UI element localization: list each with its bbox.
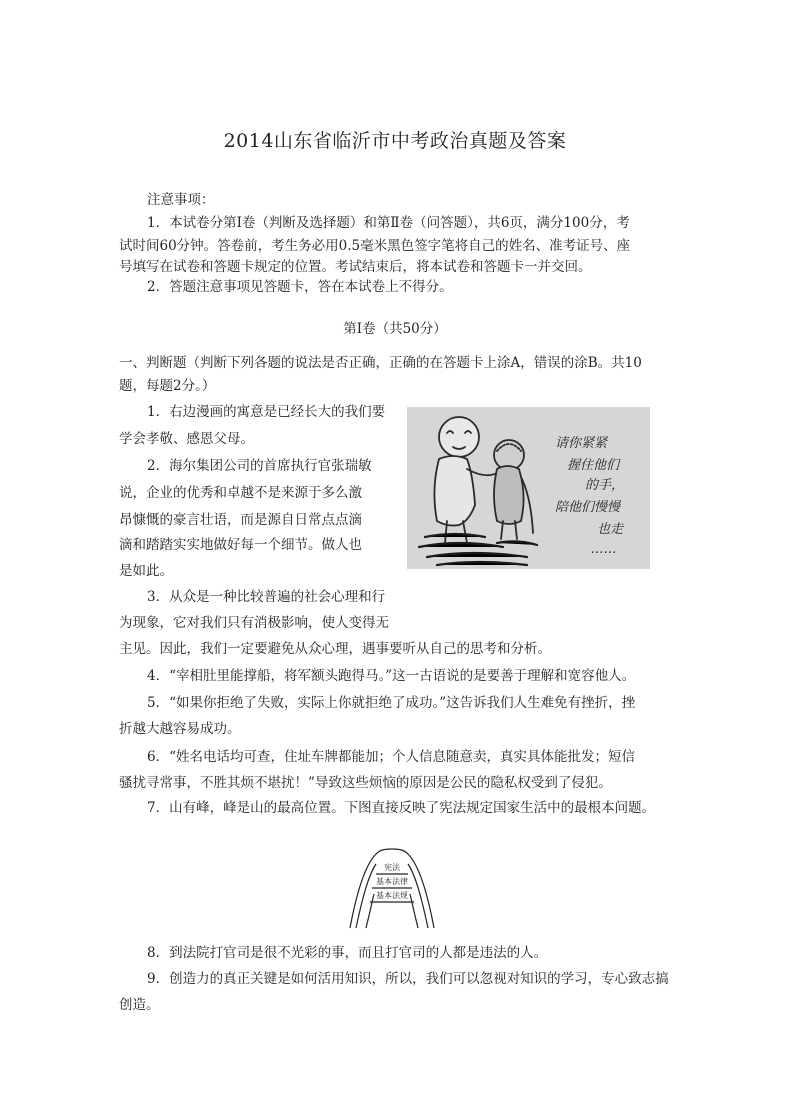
cartoon-drawing [407, 407, 650, 569]
cartoon-text-5: 也走 [597, 522, 624, 537]
question-6-cont: 骚扰寻常事，不胜其烦不堪扰！”导致这些烦恼的原因是公民的隐私权受到了侵犯。 [119, 775, 612, 791]
mountain-drawing [346, 846, 438, 932]
question-2-cont: 是如此。 [119, 563, 173, 579]
notice-item-1-cont: 号填写在试卷和答题卡规定的位置。考试结束后，将本试卷和答题卡一并交回。 [119, 259, 592, 275]
question-4: 4．“宰相肚里能撑船，将军额头跑得马。”这一古语说的是要善于理解和宽容他人。 [147, 668, 636, 684]
question-7: 7．山有峰，峰是山的最高位置。下图直接反映了宪法规定国家生活中的最根本问题。 [147, 800, 656, 816]
question-9: 9．创造力的真正关键是如何活用知识，所以，我们可以忽视对知识的学习，专心致志搞 [147, 971, 669, 987]
question-6: 6．“姓名电话均可查，住址车牌都能加；个人信息随意卖，真实具体能批发；短信 [147, 749, 635, 765]
cartoon-text-6: …… [591, 542, 617, 557]
cartoon-text-1: 请你紧紧 [555, 436, 608, 451]
question-5-cont: 折越大越容易成功。 [119, 721, 241, 737]
question-9-cont: 创造。 [119, 997, 160, 1013]
cartoon-text-3: 的手， [585, 478, 625, 493]
question-2: 2．海尔集团公司的首席执行官张瑞敏 [147, 458, 372, 474]
mountain-peak-label: 宪法 [384, 863, 400, 872]
question-5: 5．“如果你拒绝了失败，实际上你就拒绝了成功。”这告诉我们人生难免有挫折，挫 [147, 695, 636, 711]
section-title: 第Ⅰ卷（共50分） [343, 321, 447, 337]
question-3: 3．从众是一种比较普遍的社会心理和行 [147, 589, 386, 605]
question-2-cont: 说，企业的优秀和卓越不是来源于多么激 [119, 485, 362, 501]
part1-heading-cont: 题，每题2分。） [119, 378, 216, 394]
question-8: 8．到法院打官司是很不光彩的事，而且打官司的人都是违法的人。 [147, 945, 548, 961]
page-title: 2014山东省临沂市中考政治真题及答案 [223, 130, 567, 152]
question-2-cont: 昂慷慨的豪言壮语，而是源自日常点点滴 [119, 512, 362, 528]
mountain-diagram [346, 846, 438, 932]
question-3-cont: 主见。因此，我们一定要避免从众心理，遇事要听从自己的思考和分析。 [119, 641, 551, 657]
question-3-cont: 为现象，它对我们只有消极影响，使人变得无 [119, 615, 389, 631]
part1-heading: 一、判断题（判断下列各题的说法是否正确，正确的在答题卡上涂A，错误的涂B。共10 [119, 355, 642, 371]
notice-item-2: 2．答题注意事项见答题卡，答在本试卷上不得分。 [147, 279, 453, 295]
notice-item-1: 1．本试卷分第Ⅰ卷（判断及选择题）和第Ⅱ卷（问答题），共6页，满分100分，考 [147, 215, 630, 231]
cartoon-image [407, 407, 650, 569]
question-1: 1．右边漫画的寓意是已经长大的我们要 [147, 404, 386, 420]
mountain-middle-label: 基本法律 [376, 877, 408, 886]
cartoon-text-4: 陪他们慢慢 [555, 500, 621, 515]
question-2-cont: 滴和踏踏实实地做好每一个细节。做人也 [119, 537, 362, 553]
notice-item-1-cont: 试时间60分钟。答卷前，考生务必用0.5毫米黑色签字笔将自己的姓名、准考证号、座 [119, 238, 631, 254]
notice-heading: 注意事项： [147, 192, 215, 208]
question-1-cont: 学会孝敬、感恩父母。 [119, 431, 254, 447]
cartoon-text-2: 握住他们 [567, 458, 620, 473]
mountain-base-label: 基本法规 [376, 891, 408, 900]
